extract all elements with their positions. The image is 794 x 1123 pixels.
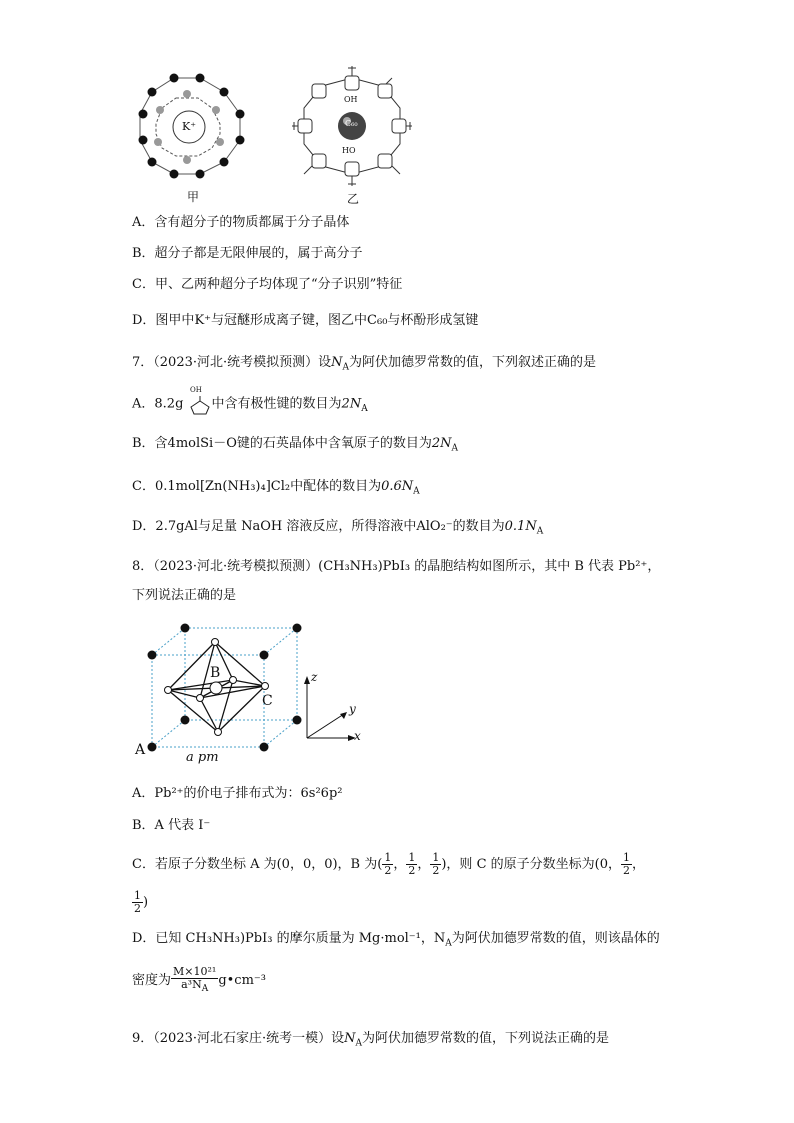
axis-x-label: x <box>354 729 361 743</box>
q7-c-sub: A <box>413 486 420 497</box>
q8-d2-post: g•cm⁻³ <box>218 973 266 989</box>
q8-d1: D．已知 CH₃NH₃)PbI₃ 的摩尔质量为 Mg·mol⁻¹，N <box>132 931 446 946</box>
q7-c-pre: C．0.1mol <box>132 479 200 494</box>
axis-y-label: y <box>349 702 356 716</box>
density-num: M×10²¹ <box>173 965 217 978</box>
q7-option-d <box>132 518 543 541</box>
frac-den: 2 <box>384 864 392 877</box>
q7-oh-small: OH <box>190 386 202 394</box>
q8-option-d-line1 <box>132 930 660 953</box>
k-ion-label: K⁺ <box>182 120 197 133</box>
q7-stem <box>132 354 596 377</box>
density-den <box>171 979 218 995</box>
q7-b-sub: A <box>451 443 459 454</box>
q8-d-na-sub: A <box>445 938 452 949</box>
q7-d-sub: A <box>536 526 544 537</box>
q6-d-c60: C₆₀ <box>367 313 388 328</box>
q8-c-end: ) <box>143 895 149 910</box>
q8-c-pre: C．若原子分数坐标 A 为(0，0，0)，B 为( <box>132 857 383 872</box>
q8-d2-pre: 密度为 <box>132 973 172 989</box>
q8-option-c-cont <box>132 890 148 916</box>
q7-stem-pre: 7．（2023·河北·统考模拟预测）设 <box>132 355 332 370</box>
q8-option-b: B．A 代表 I⁻ <box>132 818 211 833</box>
q8-option-c: C．若原子分数坐标 A 为(0，0，0)，B 为( $\frac{1}{2}$ ， $\frac{1}{2}$ ， $\frac{1}{2}$ )，则 C 的原子分数坐标为(0， $\frac{1}{2}$ ， <box>132 851 646 877</box>
frac-half-4 <box>621 852 632 877</box>
density-fraction <box>171 966 218 995</box>
q8-stem-line2: 下列说法正确的是 <box>132 588 237 603</box>
q6-option-d <box>132 312 478 330</box>
frac-den: 2 <box>623 864 630 877</box>
frac-half-3 <box>430 852 441 877</box>
fig-label-b: B <box>210 665 221 681</box>
q7-a-pre: A．8.2g <box>132 396 184 412</box>
q6-d-pre: D．图甲中 <box>132 313 195 328</box>
q6-d-post: 与杯酚形成氢键 <box>387 313 479 328</box>
q7-na: N <box>331 355 343 370</box>
density-den-sub: A <box>201 984 209 995</box>
q7-option-c <box>132 478 420 501</box>
q7-a-post: 中含有极性键的数目为 <box>211 396 342 412</box>
fig-label-c: C <box>262 693 273 709</box>
q6-d-mid: 与冠醚形成离子键，图乙中 <box>211 313 368 328</box>
fig-label-a: A <box>135 742 146 758</box>
frac-half-2 <box>406 852 417 877</box>
q9-stem-pre: 9．（2023·河北石家庄·统考一模）设 <box>132 1031 345 1046</box>
frac-den: 2 <box>408 864 416 877</box>
q9-na: N <box>344 1031 356 1046</box>
frac-half-5 <box>132 890 143 915</box>
perovskite-cell-figure <box>140 620 380 755</box>
q7-b-text: B．含4molSi－O键的石英晶体中含氧原子的数目为 <box>132 436 432 451</box>
frac-num: 1 <box>623 851 630 864</box>
q6-option-b: B．超分子都是无限伸展的，属于高分子 <box>132 246 363 261</box>
density-den-text: a³N <box>181 978 202 991</box>
frac-half-1 <box>382 852 393 877</box>
frac-num: 1 <box>384 851 392 864</box>
frac-den: 2 <box>134 902 141 915</box>
figure-label-jia: 甲 <box>187 190 200 204</box>
c60-label: C₆₀ <box>345 119 358 128</box>
q7-stem-post: 为阿伏加德罗常数的值，下列叙述正确的是 <box>349 355 597 370</box>
q9-na-sub: A <box>355 1038 362 1049</box>
q7-d-val: 0.1N <box>504 519 537 534</box>
q7-c-val: 0.6N <box>381 479 414 494</box>
cyclopentadienol-icon <box>188 393 212 415</box>
q8-option-d-line2 <box>132 966 266 995</box>
oh-label-top: OH <box>344 95 358 104</box>
fig-label-apm: a pm <box>186 750 219 765</box>
q7-c-post: 中配体的数目为 <box>290 479 382 494</box>
q6-option-c: C．甲、乙两种超分子均体现了“分子识别”特征 <box>132 277 403 292</box>
q9-stem-post: 为阿伏加德罗常数的值，下列说法正确的是 <box>362 1031 610 1046</box>
q7-b-val: 2N <box>431 436 452 451</box>
frac-den: 2 <box>432 864 440 877</box>
q7-option-b <box>132 435 458 458</box>
q8-d1b: 为阿伏加德罗常数的值，则该晶体的 <box>451 931 660 946</box>
q7-option-a <box>132 393 368 418</box>
frac-num: 1 <box>408 851 416 864</box>
q7-na-sub: A <box>342 362 349 373</box>
axis-z-label: z <box>311 670 318 684</box>
q6-option-a: A．含有超分子的物质都属于分子晶体 <box>132 215 350 230</box>
q7-d-post: 的数目为 <box>452 519 505 534</box>
frac-num: 1 <box>432 851 440 864</box>
q7-c-complex: [Zn(NH₃)₄]Cl₂ <box>199 479 291 494</box>
frac-num: 1 <box>134 889 141 902</box>
q9-stem <box>132 1030 609 1053</box>
q7-a-val: 2N <box>341 396 362 412</box>
q8-option-a: A．Pb²⁺的价电子排布式为：6s²6p² <box>132 786 343 801</box>
q7-d-ion: AlO₂⁻ <box>416 519 453 534</box>
q7-a-sub: A <box>361 404 368 415</box>
figure-label-yi: 乙 <box>347 192 360 206</box>
q8-stem-line1: 8．（2023·河北·统考模拟预测）(CH₃NH₃)PbI₃ 的晶胞结构如图所示，其中 B 代表 Pb²⁺， <box>132 559 661 574</box>
q7-d-pre: D．2.7gAl与足量 NaOH 溶液反应，所得溶液中 <box>132 519 417 534</box>
q8-c-mid: )，则 C 的原子分数坐标为(0， <box>441 857 621 872</box>
q6-d-k: K⁺ <box>194 313 212 328</box>
oh-label-bottom: HO <box>342 146 356 155</box>
